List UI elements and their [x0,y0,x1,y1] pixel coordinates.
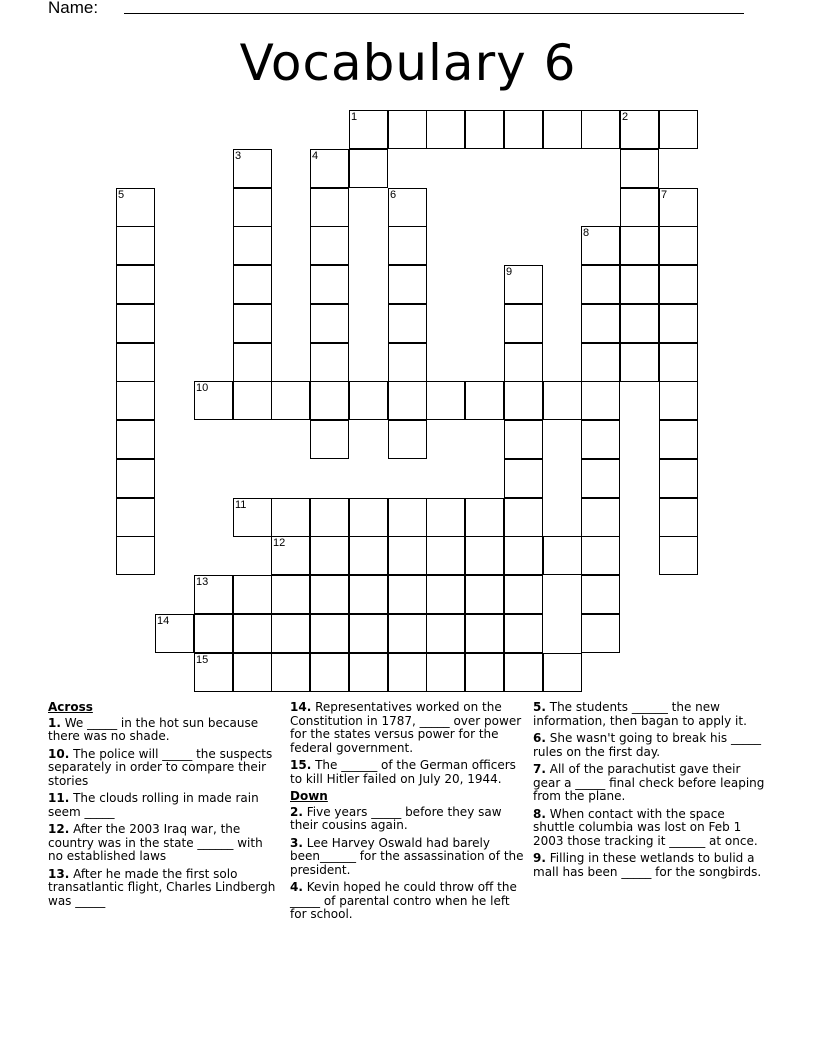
crossword-cell[interactable] [116,420,155,459]
clue-number: 2. [290,804,303,819]
crossword-cell[interactable] [426,381,465,420]
cell-number: 4 [312,150,319,162]
crossword-cell[interactable] [465,614,504,653]
crossword-cell[interactable] [194,653,233,692]
clue-number: 13. [48,866,70,881]
crossword-cell[interactable] [116,304,155,343]
crossword-cell[interactable] [581,381,620,420]
clue-text: The police will _____ the suspects separately in order to compare their stories [48,746,273,788]
cell-number: 12 [273,537,286,549]
crossword-cell[interactable] [388,536,427,575]
crossword-cell[interactable] [271,614,310,653]
crossword-cell[interactable] [465,110,504,149]
crossword-cell[interactable] [426,614,465,653]
down-heading: Down [290,789,328,803]
crossword-cell[interactable] [659,110,698,149]
crossword-cell[interactable] [388,614,427,653]
clue-text: Filling in these wetlands to bulid a mall has been _____ for the songbirds. [533,851,762,879]
crossword-cell[interactable] [659,265,698,304]
crossword-cell[interactable] [349,110,388,149]
crossword-cell[interactable] [194,575,233,614]
clue-text: After the 2003 Iraq war, the country was in the state ______ with no established laws [48,822,263,863]
crossword-cell[interactable] [465,575,504,614]
crossword-cell[interactable] [233,343,272,382]
clue-number: 15. [290,758,312,772]
crossword-cell[interactable] [349,536,388,575]
page-title: Vocabulary 6 [239,34,577,92]
crossword-cell[interactable] [620,343,659,382]
crossword-cell[interactable] [659,536,698,575]
crossword-cell[interactable] [504,265,543,304]
crossword-cell[interactable] [659,226,698,265]
crossword-cell[interactable] [659,381,698,420]
clue-number: 4. [290,880,303,894]
crossword-cell[interactable] [310,420,349,459]
crossword-cell[interactable] [233,614,272,653]
clue-item [290,701,524,755]
crossword-cell[interactable] [233,498,272,537]
crossword-cell[interactable] [233,188,272,227]
clue-item [48,748,280,789]
crossword-cell[interactable] [543,536,582,575]
across-heading: Across [48,700,93,714]
crossword-cell[interactable] [271,653,310,692]
crossword-cell[interactable] [659,420,698,459]
crossword-cell[interactable] [388,653,427,692]
clue-text: Representatives worked on the Constitution in 1787, _____ over power for the states versus power for the federal government. [290,700,522,755]
crossword-cell[interactable] [426,575,465,614]
crossword-cell[interactable] [349,381,388,420]
crossword-cell[interactable] [504,381,543,420]
crossword-cell[interactable] [388,343,427,382]
crossword-cell[interactable] [233,265,272,304]
crossword-cell[interactable] [349,498,388,537]
cell-number: 7 [661,189,668,201]
clue-item [533,701,765,728]
crossword-cell[interactable] [310,188,349,227]
crossword-cell[interactable] [504,614,543,653]
crossword-cell[interactable] [310,381,349,420]
crossword-cell[interactable] [465,381,504,420]
down-clue-list-continued [533,701,765,879]
crossword-cell[interactable] [310,226,349,265]
crossword-cell[interactable] [581,265,620,304]
crossword-cell[interactable] [349,575,388,614]
clue-text: The ______ of the German officers to kill Hitler failed on July 20, 1944. [290,758,516,786]
crossword-cell[interactable] [271,575,310,614]
crossword-cell[interactable] [310,653,349,692]
clue-number: 14. [290,700,312,714]
clue-item [290,806,524,833]
crossword-cell[interactable] [349,614,388,653]
clue-number: 7. [533,762,546,776]
crossword-cell[interactable] [465,536,504,575]
crossword-cell[interactable] [310,265,349,304]
crossword-cell[interactable] [543,110,582,149]
crossword-cell[interactable] [581,536,620,575]
crossword-cell[interactable] [504,575,543,614]
crossword-cell[interactable] [581,575,620,614]
cell-number: 14 [157,615,170,627]
clues-column-1 [48,701,280,912]
crossword-cell[interactable] [620,265,659,304]
crossword-cell[interactable] [543,381,582,420]
crossword-cell[interactable] [581,459,620,498]
cell-number: 5 [118,189,125,201]
clue-text: Kevin hoped he could throw off the _____ of parental contro when he left for school. [290,880,517,921]
crossword-cell[interactable] [310,498,349,537]
crossword-cell[interactable] [659,459,698,498]
clue-number: 5. [533,700,546,714]
clue-text: When contact with the space shuttle columbia was lost on Feb 1 2003 those tracking it ______ at once. [533,806,758,848]
crossword-cell[interactable] [388,381,427,420]
crossword-cell[interactable] [116,536,155,575]
crossword-cell[interactable] [388,188,427,227]
name-label: Name: [48,0,99,17]
cell-number: 10 [196,382,209,394]
crossword-cell[interactable] [504,459,543,498]
crossword-cell[interactable] [581,420,620,459]
crossword-cell[interactable] [233,226,272,265]
crossword-cell[interactable] [543,653,582,692]
crossword-cell[interactable] [581,343,620,382]
crossword-cell[interactable] [271,498,310,537]
crossword-cell[interactable] [581,614,620,653]
clue-number: 10. [48,746,70,761]
crossword-cell[interactable] [155,614,194,653]
crossword-cell[interactable] [388,420,427,459]
crossword-cell[interactable] [310,304,349,343]
crossword-cell[interactable] [620,149,659,188]
clue-text: Five years _____ before they saw their cousins again. [290,804,502,832]
crossword-cell[interactable] [194,381,233,420]
cell-number: 15 [196,654,209,666]
clue-item [290,759,524,786]
clue-item [533,852,765,879]
clue-text: We _____ in the hot sun because there was no shade. [48,715,259,743]
crossword-cell[interactable] [581,304,620,343]
crossword-cell[interactable] [233,575,272,614]
crossword-cell[interactable] [659,343,698,382]
crossword-cell[interactable] [388,265,427,304]
crossword-cell[interactable] [465,498,504,537]
crossword-cell[interactable] [271,381,310,420]
crossword-cell[interactable] [504,343,543,382]
clue-number: 3. [290,835,303,850]
clue-item [533,808,765,849]
clues-column-2 [290,701,524,926]
crossword-cell[interactable] [426,110,465,149]
clue-number: 9. [533,851,546,865]
clue-item [290,881,524,922]
clue-number: 11. [48,791,70,805]
cell-number: 11 [235,499,247,511]
name-line [48,0,748,20]
crossword-cell[interactable] [233,149,272,188]
crossword-cell[interactable] [659,188,698,227]
crossword-cell[interactable] [116,498,155,537]
across-clue-list-continued [290,701,524,786]
clue-item [48,717,280,744]
crossword-cell[interactable] [620,188,659,227]
crossword-cell[interactable] [504,498,543,537]
crossword-cell[interactable] [504,304,543,343]
crossword-cell[interactable] [388,575,427,614]
crossword-cell[interactable] [233,381,272,420]
across-clue-list [48,717,280,909]
crossword-cell[interactable] [388,226,427,265]
clue-text: She wasn't going to break his _____ rules on the first day. [533,731,761,759]
cell-number: 3 [235,150,242,162]
clue-number: 1. [48,715,61,730]
cell-number: 9 [506,266,513,278]
crossword-cell[interactable] [310,343,349,382]
name-blank[interactable] [124,13,744,14]
crossword-cell[interactable] [620,226,659,265]
crossword-cell[interactable] [388,110,427,149]
clue-item [48,868,280,909]
clue-item [48,792,280,819]
crossword-cell[interactable] [426,536,465,575]
crossword-cell[interactable] [620,110,659,149]
crossword-cell[interactable] [194,614,233,653]
crossword-cell[interactable] [116,265,155,304]
crossword-cell[interactable] [465,653,504,692]
crossword-cell[interactable] [116,343,155,382]
crossword-cell[interactable] [504,420,543,459]
crossword-cell[interactable] [581,110,620,149]
clue-text: The clouds rolling in made rain seem _____ [48,791,259,819]
crossword-cell[interactable] [504,653,543,692]
down-clue-list [290,806,524,922]
crossword-cell[interactable] [504,110,543,149]
crossword-cell[interactable] [310,149,349,188]
clue-item [533,763,765,804]
crossword-cell[interactable] [233,653,272,692]
clue-item [533,732,765,759]
crossword-cell[interactable] [620,304,659,343]
crossword-cell[interactable] [426,498,465,537]
clue-text: After he made the first solo transatlantic flight, Charles Lindbergh was _____ [48,866,276,908]
clues-column-3 [533,701,765,883]
clue-item [290,837,524,878]
crossword-cell[interactable] [581,226,620,265]
crossword-cell[interactable] [116,188,155,227]
crossword-cell[interactable] [659,304,698,343]
cell-number: 1 [351,111,358,123]
cell-number: 2 [622,111,629,123]
crossword-cell[interactable] [659,498,698,537]
clue-item [48,823,280,864]
crossword-cell[interactable] [388,498,427,537]
crossword-cell[interactable] [271,536,310,575]
crossword-cell[interactable] [310,536,349,575]
clue-text: All of the parachutist gave their gear a _____ final check before leaping from the plane. [533,762,765,803]
cell-number: 6 [390,189,397,201]
crossword-cell[interactable] [349,149,388,188]
cell-number: 13 [196,576,209,588]
crossword-cell[interactable] [426,653,465,692]
crossword-cell[interactable] [504,536,543,575]
clue-text: The students ______ the new information, then bagan to apply it. [533,700,747,728]
crossword-cell[interactable] [310,575,349,614]
clue-number: 6. [533,731,546,745]
crossword-cell[interactable] [388,304,427,343]
crossword-cell[interactable] [581,498,620,537]
clue-number: 8. [533,806,546,821]
crossword-cell[interactable] [116,459,155,498]
crossword-cell[interactable] [116,226,155,265]
clue-number: 12. [48,822,70,836]
crossword-cell[interactable] [310,614,349,653]
crossword-cell[interactable] [349,653,388,692]
cell-number: 8 [583,227,590,239]
crossword-cell[interactable] [233,304,272,343]
clue-text: Lee Harvey Oswald had barely been______ for the assassination of the president. [290,835,524,877]
crossword-cell[interactable] [116,381,155,420]
